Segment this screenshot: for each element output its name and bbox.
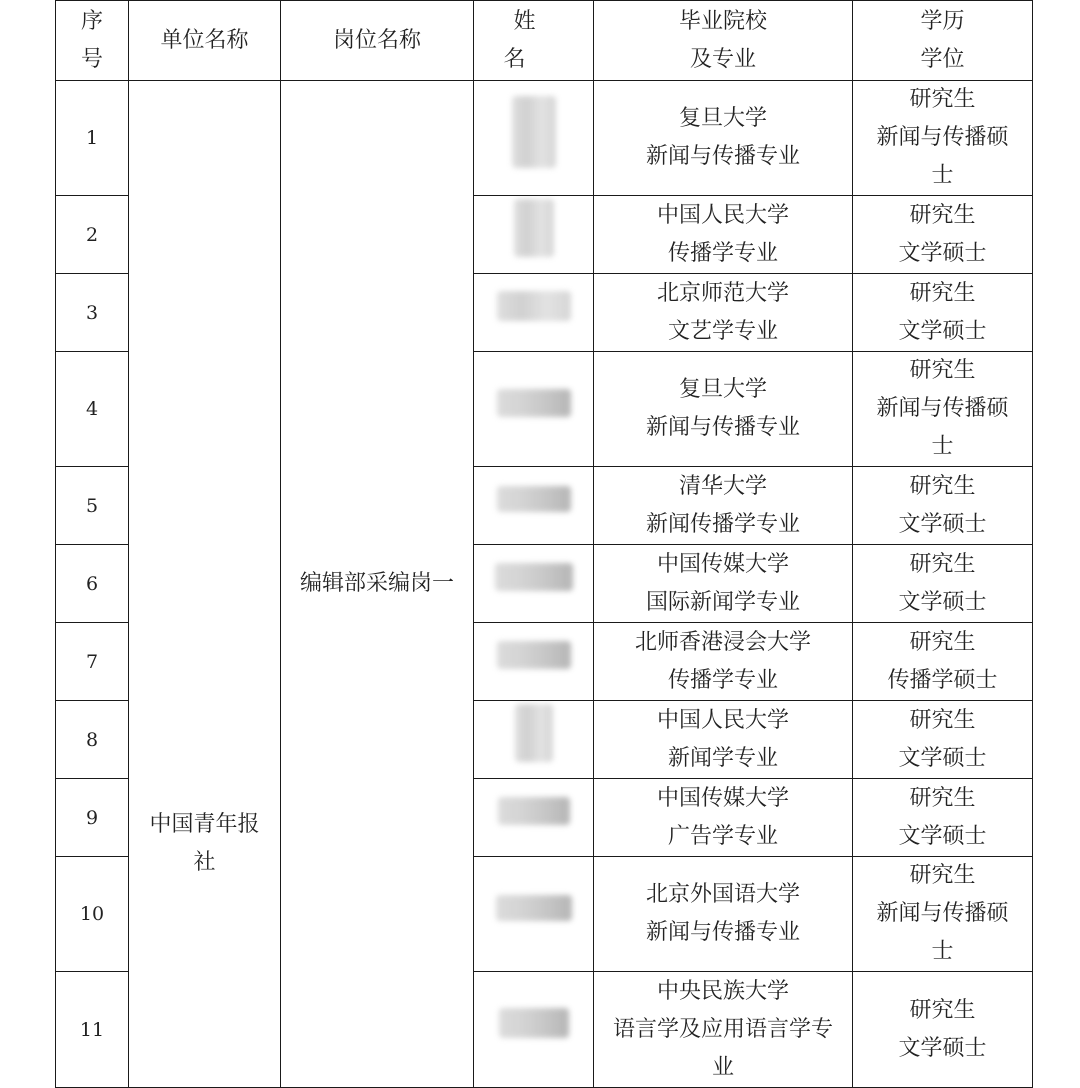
name-redacted (474, 81, 594, 196)
school-cell: 中国传媒大学 国际新闻学专业 (594, 545, 853, 623)
school-cell: 中国人民大学 传播学专业 (594, 196, 853, 274)
degree-cell: 研究生 传播学硕士 (853, 623, 1033, 701)
degree-cell: 研究生 文学硕士 (853, 274, 1033, 352)
school-cell: 复旦大学 新闻与传播专业 (594, 81, 853, 196)
row-index: 8 (56, 701, 129, 779)
degree-cell: 研究生 文学硕士 (853, 972, 1033, 1088)
row-index: 5 (56, 467, 129, 545)
degree-cell: 研究生 新闻与传播硕 士 (853, 81, 1033, 196)
row-index: 7 (56, 623, 129, 701)
school-cell: 中国人民大学 新闻学专业 (594, 701, 853, 779)
degree-cell: 研究生 文学硕士 (853, 545, 1033, 623)
header-degree: 学历 学位 (853, 1, 1033, 81)
header-name: 姓 名 (474, 1, 594, 81)
name-redacted (474, 779, 594, 857)
school-cell: 清华大学 新闻传播学专业 (594, 467, 853, 545)
header-index: 序 号 (56, 1, 129, 81)
degree-cell: 研究生 新闻与传播硕 士 (853, 352, 1033, 467)
header-unit: 单位名称 (129, 1, 281, 81)
name-redacted (474, 467, 594, 545)
row-index: 10 (56, 857, 129, 972)
degree-cell: 研究生 文学硕士 (853, 779, 1033, 857)
table-row (56, 81, 1033, 196)
unit-cell: 中国青年报 社 (129, 81, 281, 1088)
header-school: 毕业院校 及专业 (594, 1, 853, 81)
school-cell: 中央民族大学 语言学及应用语言学专 业 (594, 972, 853, 1088)
row-index: 1 (56, 81, 129, 196)
name-redacted (474, 196, 594, 274)
row-index: 6 (56, 545, 129, 623)
row-index: 3 (56, 274, 129, 352)
name-redacted (474, 274, 594, 352)
name-redacted (474, 857, 594, 972)
name-redacted (474, 972, 594, 1088)
header-position: 岗位名称 (281, 1, 474, 81)
name-redacted (474, 545, 594, 623)
name-redacted (474, 701, 594, 779)
name-redacted (474, 623, 594, 701)
degree-cell: 研究生 文学硕士 (853, 467, 1033, 545)
school-cell: 北京外国语大学 新闻与传播专业 (594, 857, 853, 972)
name-redacted (474, 352, 594, 467)
school-cell: 中国传媒大学 广告学专业 (594, 779, 853, 857)
school-cell: 复旦大学 新闻与传播专业 (594, 352, 853, 467)
position-cell: 编辑部采编岗一 (281, 81, 474, 1088)
school-cell: 北师香港浸会大学 传播学专业 (594, 623, 853, 701)
row-index: 11 (56, 972, 129, 1088)
school-cell: 北京师范大学 文艺学专业 (594, 274, 853, 352)
header-row (56, 1, 1033, 81)
row-index: 4 (56, 352, 129, 467)
degree-cell: 研究生 文学硕士 (853, 701, 1033, 779)
row-index: 2 (56, 196, 129, 274)
degree-cell: 研究生 文学硕士 (853, 196, 1033, 274)
results-table (55, 0, 1033, 1088)
degree-cell: 研究生 新闻与传播硕 士 (853, 857, 1033, 972)
row-index: 9 (56, 779, 129, 857)
